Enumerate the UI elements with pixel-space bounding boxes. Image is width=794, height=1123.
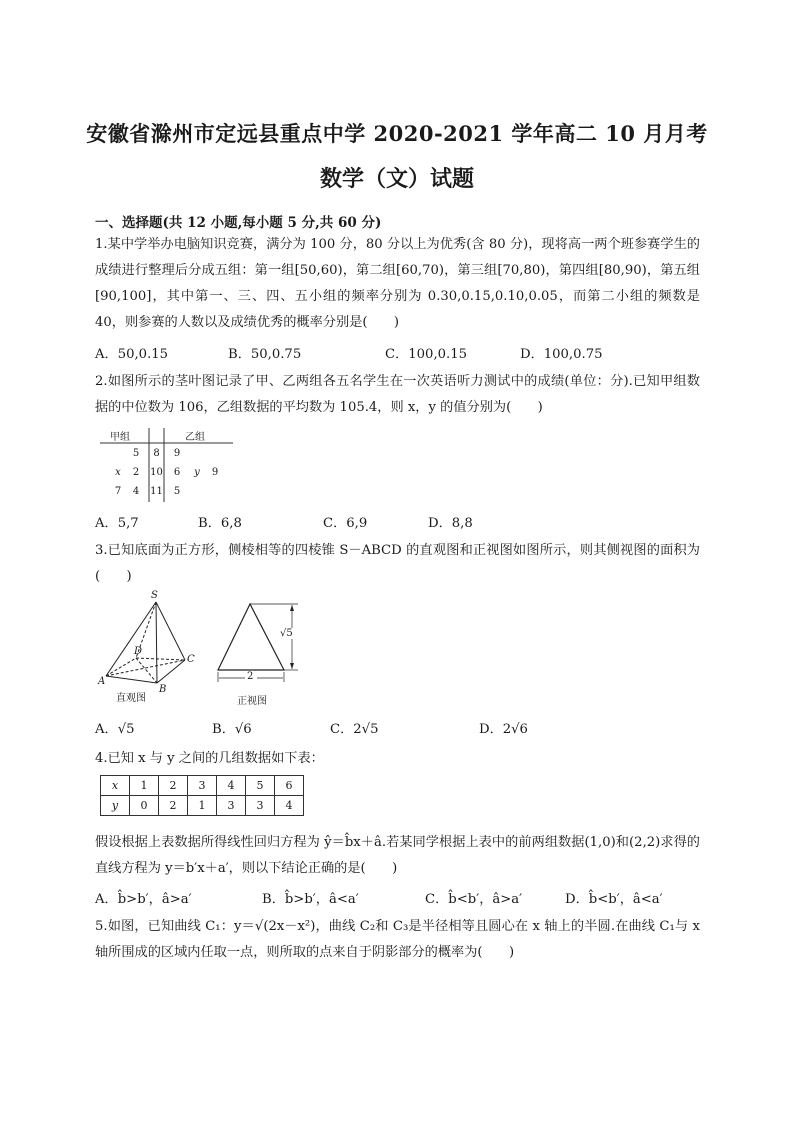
table-row-y [101, 796, 304, 816]
option-c[interactable]: C．2√5 [330, 722, 379, 737]
table-cell: 6 [275, 776, 304, 796]
table-header-cell: y [101, 796, 130, 816]
table-cell: 0 [130, 796, 159, 816]
table-cell: 1 [130, 776, 159, 796]
table-cell: 1 [188, 796, 217, 816]
question-1-options [95, 343, 705, 365]
option-c[interactable]: C．100,0.15 [385, 347, 468, 362]
leaf-cell-y: y [194, 467, 200, 478]
front-view-figure [212, 602, 312, 706]
table-header-cell: x [101, 776, 130, 796]
leaf-cell: 4 [132, 486, 140, 497]
option-c[interactable]: C．b̂<b′，â>a′ [425, 892, 523, 907]
question-5-text: 5.如图，已知曲线 C₁：y＝√(2x－x²)，曲线 C₂和 C₃是半径相等且圆心在 x 轴上的半圆.在曲线 C₁与 x 轴所围成的区域内任取一点，则所取的点来自于阴影部分的概率为( ) [95, 919, 700, 960]
option-b[interactable]: B．√6 [212, 722, 252, 737]
question-2-options [95, 512, 705, 534]
table-row-x [101, 776, 304, 796]
stem-leaf-left-header: 甲组 [110, 432, 130, 443]
option-d[interactable]: D．100,0.75 [520, 347, 603, 362]
pyramid-drawing [96, 596, 206, 706]
base-label: 2 [247, 671, 254, 682]
height-label: √5 [280, 628, 293, 639]
pyramid-figure [96, 590, 206, 706]
question-3-options [95, 718, 705, 740]
table-cell: 3 [188, 776, 217, 796]
question-4-text: 4.已知 x 与 y 之间的几组数据如下表： [95, 751, 324, 766]
figure-caption-left: 直观图 [116, 693, 146, 704]
stem-leaf-right-header: 乙组 [185, 432, 205, 443]
option-b[interactable]: B．b̂>b′，â<a′ [262, 892, 359, 907]
vertex-c-label: C [187, 654, 195, 665]
table-cell: 3 [246, 796, 275, 816]
table-cell: 4 [275, 796, 304, 816]
figure-caption-right: 正视图 [237, 696, 267, 707]
question-4-text-2: 假设根据上表数据所得线性回归方程为 ŷ＝b̂x＋â.若某同学根据上表中的前两组数据(1,0)和(2,2)求得的直线方程为 y＝b′x＋a′，则以下结论正确的是( ) [95, 835, 700, 876]
option-a[interactable]: A．√5 [95, 722, 135, 737]
leaf-cell: 2 [132, 467, 140, 478]
question-4-options [95, 888, 705, 910]
leaf-cell: 9 [173, 448, 181, 459]
option-b[interactable]: B．50,0.75 [228, 347, 302, 362]
leaf-cell: 5 [132, 448, 140, 459]
leaf-cell: 7 [114, 486, 122, 497]
table-cell: 4 [217, 776, 246, 796]
option-d[interactable]: D．8,8 [428, 516, 473, 531]
vertex-b-label: B [159, 684, 167, 695]
leaf-cell: 5 [173, 486, 181, 497]
table-cell: 2 [159, 776, 188, 796]
stem-cell: 8 [153, 448, 160, 459]
stem-cell: 10 [150, 467, 163, 478]
xy-data-table [100, 775, 304, 816]
vertex-a-label: A [98, 676, 106, 687]
question-3-text: 3.已知底面为正方形，侧棱相等的四棱锥 S－ABCD 的直观图和正视图如图所示，则其侧视图的面积为( ) [95, 543, 700, 584]
section-heading: 一、选择题(共 12 小题,每小题 5 分,共 60 分) [95, 215, 382, 231]
option-a[interactable]: A．b̂>b′，â>a′ [95, 892, 192, 907]
front-view-drawing [212, 602, 312, 692]
option-d[interactable]: D．b̂<b′，â<a′ [565, 892, 663, 907]
exam-title-line2: 数学（文）试题 [319, 166, 474, 192]
vertex-s-label: S [151, 590, 158, 601]
leaf-cell-x: x [115, 467, 121, 478]
option-c[interactable]: C．6,9 [323, 516, 368, 531]
option-a[interactable]: A．5,7 [95, 516, 139, 531]
vertex-d-label: D [134, 646, 143, 657]
question-2-text: 2.如图所示的茎叶图记录了甲、乙两组各五名学生在一次英语听力测试中的成绩(单位：分).已知甲组数据的中位数为 106，乙组数据的平均数为 105.4，则 x，y 的值分别为( ) [95, 374, 700, 415]
exam-title-line1: 安徽省滁州市定远县重点中学 2020-2021 学年高二 10 月月考 [86, 121, 708, 146]
question-1-text: 1.某中学举办电脑知识竞赛，满分为 100 分，80 分以上为优秀(含 80 分)，现将高一两个班参赛学生的成绩进行整理后分成五组：第一组[50,60)，第二组[60,70)，第三组[70,80)，第四组[80,90)，第五组[90,100]，其中第一、三、四、五小组的频率分别为 0.30,0.15,0.10,0.05，而第二小组的频数是 40，则参赛的人数以及成绩优秀的概率分别是( ) [95, 237, 700, 330]
option-a[interactable]: A．50,0.15 [95, 347, 169, 362]
option-d[interactable]: D．2√6 [479, 722, 528, 737]
option-b[interactable]: B．6,8 [198, 516, 242, 531]
table-cell: 2 [159, 796, 188, 816]
stem-cell: 11 [150, 486, 163, 497]
table-cell: 3 [217, 796, 246, 816]
leaf-cell: 9 [211, 467, 219, 478]
table-cell: 5 [246, 776, 275, 796]
leaf-cell: 6 [173, 467, 181, 478]
